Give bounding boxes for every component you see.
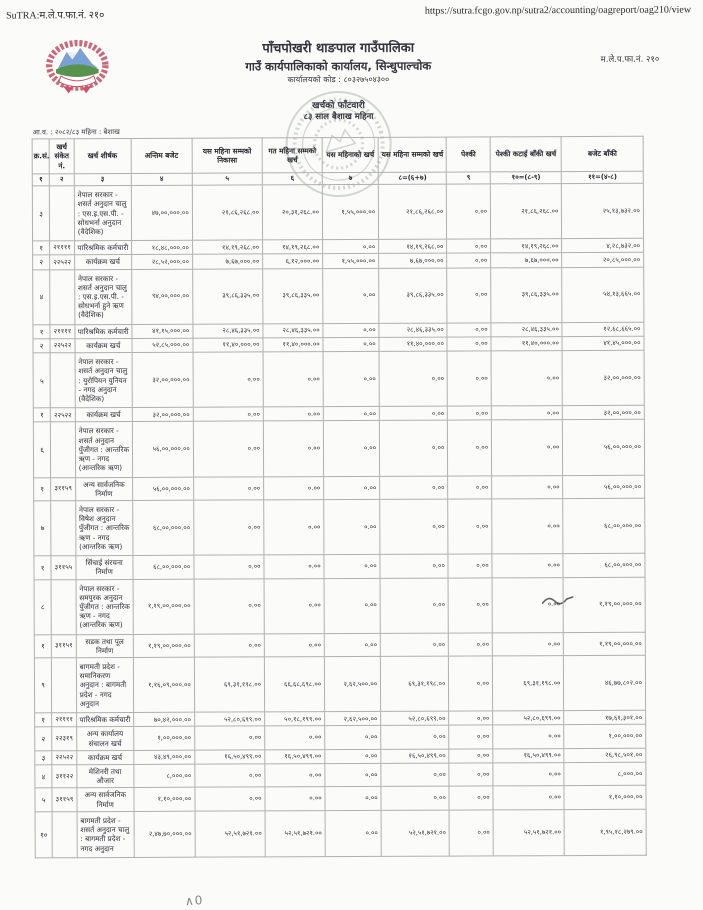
amount-cell: ०.०० bbox=[193, 476, 263, 500]
amount-cell: ३९,८६,३३५.०० bbox=[193, 268, 263, 323]
table-row bbox=[34, 475, 645, 501]
expense-code-cell: ३११५९ bbox=[51, 477, 76, 501]
amount-cell: ०.०० bbox=[323, 240, 379, 254]
amount-cell: ०.०० bbox=[380, 633, 448, 657]
amount-cell: ५६,००,०००.०० bbox=[563, 420, 645, 475]
amount-cell: ०.०० bbox=[325, 726, 381, 750]
amount-cell: १४,१९,२६८.०० bbox=[192, 240, 262, 255]
amount-cell: ०.०० bbox=[323, 268, 379, 323]
amount-cell: २,६२,५००.०० bbox=[325, 656, 381, 711]
header-row bbox=[32, 136, 643, 174]
serial-number-cell: ३ bbox=[35, 751, 52, 765]
column-header: यस महिनाको खर्च bbox=[322, 137, 378, 172]
column-header: यस महिना सम्मको खर्च bbox=[378, 137, 446, 172]
expense-title-cell: नेपाल सरकार - विषेश अनुदान पुँजीगत : आन्तरिक ऋण - नगद (आन्तरिक ऋण) bbox=[75, 500, 132, 555]
expense-title-cell: कार्यक्रम खर्च bbox=[75, 408, 132, 422]
serial-number-cell: १ bbox=[34, 556, 51, 580]
column-number: १०=(८-९) bbox=[490, 172, 561, 184]
amount-cell: ०.०० bbox=[492, 475, 563, 499]
table-row bbox=[34, 498, 645, 556]
expense-title-cell: नेपाल सरकार - समपुरक अनुदान पुँजीगत : आन्तरिक ऋण - नगद (आन्तरिक ऋण) bbox=[76, 579, 133, 634]
amount-cell: ०.०० bbox=[379, 406, 447, 421]
amount-cell: २८,४६,३३५.०० bbox=[263, 323, 323, 337]
amount-cell: ०.०० bbox=[491, 351, 563, 406]
amount-cell: ०.०० bbox=[379, 351, 447, 406]
expense-title-cell: नेपाल सरकार - शसर्त अनुदान चालु : युरोपियन युनियन - नगद अनुदान (वैदेशिक) bbox=[75, 353, 132, 408]
expense-code-cell bbox=[52, 812, 77, 858]
expense-code-cell: २२५२२ bbox=[50, 339, 74, 353]
expense-title-cell: कार्यक्रम खर्च bbox=[77, 750, 134, 764]
column-header: क्र.सं. bbox=[32, 139, 49, 174]
amount-cell: ०.०० bbox=[449, 786, 493, 810]
fiscal-year-line: आ.व. : २०८२/८३ महिना : बैशाख bbox=[32, 128, 120, 137]
amount-cell: १८,४८,०००.०० bbox=[131, 240, 192, 254]
amount-cell: ३२,००,०००.०० bbox=[132, 352, 193, 407]
office-name: गाउँ कार्यपालिकाको कार्यालय, सिन्धुपाल्चोक bbox=[245, 58, 432, 74]
expense-code-cell bbox=[50, 186, 75, 241]
expense-code-cell: ३११५५ bbox=[51, 556, 76, 580]
amount-cell: ०.०० bbox=[448, 499, 492, 554]
amount-cell: ८,०००.०० bbox=[134, 764, 195, 788]
amount-cell: ०.०० bbox=[448, 406, 492, 420]
amount-cell: ०.०० bbox=[323, 352, 379, 407]
amount-cell: ९४,००,०००.०० bbox=[131, 269, 192, 324]
column-header: बजेट बाँकी bbox=[562, 136, 644, 171]
expense-code-cell: २२५२२ bbox=[51, 408, 75, 422]
amount-cell: ०.०० bbox=[193, 421, 263, 476]
amount-cell: ३२,००,०००.०० bbox=[563, 405, 645, 420]
expense-code-cell: ३११५१ bbox=[52, 634, 77, 658]
expense-code-cell: २२३१९ bbox=[52, 727, 77, 751]
serial-number-cell: १० bbox=[35, 812, 52, 858]
amount-cell: १४,१९,२६८.०० bbox=[491, 239, 562, 254]
amount-cell: १७,६१,३०१.०० bbox=[564, 710, 646, 725]
amount-cell: ५२,८५,०००.०० bbox=[132, 338, 193, 352]
amount-cell: ७,६७,०००.०० bbox=[491, 253, 562, 268]
amount-cell: ०.०० bbox=[447, 323, 491, 337]
amount-cell: ०.०० bbox=[447, 267, 491, 322]
table-row bbox=[34, 577, 645, 635]
expense-code-cell: २२५२२ bbox=[52, 750, 76, 764]
amount-cell: ०.०० bbox=[449, 763, 493, 787]
serial-number-cell: १ bbox=[33, 408, 50, 422]
amount-cell: ०.०० bbox=[449, 810, 493, 856]
amount-cell: १,१९,००,०००.०० bbox=[564, 632, 646, 656]
amount-cell: ०.०० bbox=[325, 749, 381, 763]
serial-number-cell: ७ bbox=[34, 501, 52, 556]
amount-cell: ०.०० bbox=[194, 578, 264, 633]
expense-table-container bbox=[32, 136, 647, 858]
print-header-url: https://sutra.fcgo.gov.np/sutra2/accounting/oagreport/oag210/view bbox=[424, 4, 692, 17]
column-header: गत महिना सम्मको खर्च bbox=[262, 138, 322, 173]
amount-cell: ०.०० bbox=[381, 725, 449, 749]
amount-cell: ०.०० bbox=[449, 725, 493, 749]
amount-cell: ७,६७,०००.०० bbox=[192, 254, 262, 269]
amount-cell: ०.०० bbox=[380, 554, 448, 578]
expense-title-cell: पारिश्रमिक कर्मचारी bbox=[74, 241, 131, 255]
amount-cell: ०.०० bbox=[380, 421, 448, 476]
expense-code-cell: २११११ bbox=[52, 713, 76, 727]
amount-cell: २०,३१,२६८.०० bbox=[262, 185, 322, 240]
amount-cell: ०.०० bbox=[323, 323, 379, 337]
amount-cell: ०.०० bbox=[324, 499, 380, 554]
expense-code-cell: ३११५९ bbox=[52, 788, 77, 812]
amount-cell: १,९५,१८,२७९.०० bbox=[565, 809, 647, 855]
table-row bbox=[33, 267, 644, 325]
amount-cell: १,१९,००,०००.०० bbox=[563, 577, 645, 632]
serial-number-cell: २ bbox=[33, 339, 50, 353]
report-period: ८३ साल बैशाख महिना bbox=[303, 112, 374, 123]
column-number: ६ bbox=[262, 173, 322, 185]
amount-cell: ०.०० bbox=[194, 555, 264, 579]
amount-cell: ०.०० bbox=[447, 351, 491, 406]
table-row bbox=[34, 632, 645, 658]
table-row bbox=[32, 183, 643, 241]
expense-report-table bbox=[32, 136, 647, 858]
amount-cell: ६६,६८,६९८.०० bbox=[264, 657, 324, 712]
column-number: ४ bbox=[131, 173, 192, 185]
amount-cell: ०.०० bbox=[195, 787, 265, 811]
serial-number-cell: ५ bbox=[33, 353, 51, 408]
serial-number-cell: ९ bbox=[34, 658, 52, 713]
amount-cell: ०.०० bbox=[265, 726, 325, 750]
amount-cell: ४,२८,७३२.०० bbox=[562, 238, 644, 253]
amount-cell: ०.०० bbox=[263, 421, 323, 476]
amount-cell: ०.०० bbox=[493, 763, 564, 787]
amount-cell: २८,४६,३३५.०० bbox=[491, 322, 562, 337]
amount-cell: ०.०० bbox=[193, 352, 263, 407]
amount-cell: ०.०० bbox=[323, 407, 379, 421]
amount-cell: ०.०० bbox=[492, 554, 563, 578]
amount-cell: ०.०० bbox=[491, 406, 562, 421]
expense-title-cell: नेपाल सरकार - शसर्त अनुदान चालु : एस.इ.एस.पी. - सोधभर्ना अनुदान (वैदेशिक) bbox=[74, 186, 131, 241]
expense-title-cell: अन्य कार्यालय संचालन खर्च bbox=[76, 727, 133, 751]
table-row bbox=[33, 420, 644, 478]
amount-cell: ०.०० bbox=[449, 632, 493, 656]
amount-cell: १,५५,०००.०० bbox=[323, 254, 379, 268]
amount-cell: ०.०० bbox=[447, 184, 491, 239]
amount-cell: ६८,००,०००.०० bbox=[563, 553, 645, 577]
table-row bbox=[35, 786, 646, 812]
column-number: ७ bbox=[322, 172, 378, 184]
amount-cell: ०.०० bbox=[492, 499, 564, 554]
nepal-government-emblem-logo bbox=[43, 39, 111, 101]
serial-number-cell: ४ bbox=[35, 765, 52, 789]
expense-code-cell: २२५२२ bbox=[50, 255, 74, 269]
serial-number-cell: ५ bbox=[35, 788, 52, 812]
column-number: १ bbox=[32, 174, 49, 186]
amount-cell: १४,१९,२६८.०० bbox=[263, 240, 323, 254]
amount-cell: ३२,००,०००.०० bbox=[132, 407, 193, 421]
expense-title-cell: मेशिनरी तथा औजार bbox=[77, 764, 134, 788]
amount-cell: १,१०,०००.०० bbox=[564, 786, 646, 810]
serial-number-cell: १ bbox=[33, 325, 50, 339]
column-header: खर्च शीर्षक bbox=[74, 138, 131, 173]
table-row bbox=[35, 762, 646, 788]
amount-cell: ५२,८०,६९९.०० bbox=[194, 712, 264, 727]
amount-cell: ०.०० bbox=[381, 787, 449, 811]
amount-cell: ८,०००.०० bbox=[564, 762, 646, 786]
expense-code-cell bbox=[51, 501, 76, 556]
letterhead bbox=[118, 39, 558, 125]
expense-title-cell: कार्यक्रम खर्च bbox=[75, 338, 132, 352]
amount-cell: १,१६,०९,०००.०० bbox=[133, 657, 194, 712]
amount-cell: २०,८५,०००.०० bbox=[562, 253, 644, 268]
amount-cell: ५२,५१,७२१.०० bbox=[195, 811, 265, 857]
amount-cell: ०.०० bbox=[195, 726, 265, 750]
amount-cell: ०.०० bbox=[449, 656, 493, 711]
amount-cell: ०.०० bbox=[264, 500, 324, 555]
amount-cell: ११,४०,०००.०० bbox=[193, 338, 263, 353]
amount-cell: ०.०० bbox=[448, 577, 492, 632]
expense-title-cell: अन्य सार्वजनिक निर्माण bbox=[77, 788, 134, 812]
municipality-name: पाँचपोखरी थाङपाल गाउँपालिका bbox=[262, 40, 415, 57]
amount-cell: २६,९८,५०१.०० bbox=[564, 748, 646, 763]
serial-number-cell: ६ bbox=[33, 422, 51, 477]
amount-cell: १,१९,००,०००.०० bbox=[133, 579, 194, 634]
amount-cell: ५२,८०,६९९.०० bbox=[493, 711, 564, 726]
amount-cell: ११,४०,०००.०० bbox=[491, 337, 562, 352]
amount-cell: ३९,८६,३३५.०० bbox=[379, 268, 447, 323]
amount-cell: ०.०० bbox=[492, 632, 563, 656]
amount-cell: ३९,८६,३३५.०० bbox=[263, 268, 323, 323]
serial-number-cell: २ bbox=[35, 727, 52, 751]
amount-cell: ०.०० bbox=[448, 554, 492, 578]
expense-code-cell bbox=[51, 579, 76, 634]
amount-cell: ७,६७,०००.०० bbox=[379, 253, 447, 268]
expense-code-cell bbox=[51, 422, 76, 477]
serial-number-cell: १ bbox=[34, 477, 51, 501]
amount-cell: ०.०० bbox=[448, 420, 492, 475]
table-row bbox=[35, 809, 646, 858]
amount-cell: ५६,००,०००.०० bbox=[132, 422, 193, 477]
amount-cell: ६९,३१,१९८.०० bbox=[381, 656, 449, 711]
amount-cell: ०.०० bbox=[381, 763, 449, 787]
column-number: ११=(४-८) bbox=[562, 171, 644, 183]
amount-cell: ५२,५१,७२१.०० bbox=[493, 809, 564, 855]
expense-title-cell: बागमती प्रदेश - समानिकरण अनुदान : बागमती प्रदेश - नगद अनुदान bbox=[76, 658, 133, 713]
amount-cell: ०.०० bbox=[193, 407, 263, 422]
browser-print-header bbox=[6, 5, 691, 22]
column-header: खर्च संकेत नं. bbox=[49, 139, 74, 174]
table-row bbox=[35, 725, 646, 751]
print-header-left-label: SuTRA:म.ले.प.फा.नं. २१० bbox=[6, 10, 105, 22]
expense-title-cell: सिंचाई संरचना निर्माण bbox=[76, 556, 133, 580]
amount-cell: ०.०० bbox=[492, 420, 564, 475]
column-header: यस महिना सम्मको निकासा bbox=[192, 138, 262, 173]
column-number: ८=(६+७) bbox=[378, 172, 446, 184]
amount-cell: ०.०० bbox=[264, 476, 324, 500]
amount-cell: ०.०० bbox=[447, 239, 491, 253]
amount-cell: १,००,०००.०० bbox=[564, 725, 646, 749]
form-number: म.ले.प.फा.नं. २१० bbox=[600, 54, 660, 65]
amount-cell: ०.०० bbox=[447, 337, 491, 351]
amount-cell: ५६,००,०००.०० bbox=[563, 475, 645, 499]
amount-cell: ०.०० bbox=[265, 764, 325, 788]
amount-cell: १,१९,००,०००.०० bbox=[133, 634, 194, 658]
expense-title-cell: पारिश्रमिक कर्मचारी bbox=[75, 324, 132, 338]
amount-cell: ०.०० bbox=[324, 554, 380, 578]
amount-cell: ६९,३१,१९८.०० bbox=[194, 657, 264, 712]
serial-number-cell: १ bbox=[33, 241, 50, 255]
expense-title-cell: सडक तथा पूल निर्माण bbox=[76, 634, 133, 658]
amount-cell: ०.०० bbox=[380, 578, 448, 633]
amount-cell: २८,५२,०००.०० bbox=[131, 255, 192, 269]
serial-number-cell: १ bbox=[34, 634, 51, 658]
amount-cell: २१,८६,२६८.०० bbox=[192, 185, 262, 240]
amount-cell: ३२,००,०००.०० bbox=[563, 350, 645, 405]
serial-number-cell: ३ bbox=[32, 186, 50, 241]
amount-cell: ०.०० bbox=[325, 810, 381, 856]
amount-cell: ०.०० bbox=[264, 633, 324, 657]
amount-cell: ०.०० bbox=[324, 633, 380, 657]
amount-cell: ०.०० bbox=[493, 725, 564, 749]
column-header: पेश्की कटाई बाँकी खर्च bbox=[490, 137, 561, 172]
expense-title-cell: बागमती प्रदेश - शसर्त अनुदान चालु : बागमती प्रदेश - नगद अनुदान bbox=[77, 811, 134, 857]
expense-code-cell bbox=[50, 269, 75, 324]
amount-cell: १,१०,०००.०० bbox=[134, 788, 195, 812]
amount-cell: ०.०० bbox=[194, 633, 264, 657]
amount-cell: ०.०० bbox=[324, 578, 380, 633]
column-header: अन्तिम बजेट bbox=[131, 138, 192, 173]
amount-cell: ०.०० bbox=[449, 711, 493, 725]
amount-cell: १६,५०,४९९.०० bbox=[265, 749, 325, 763]
amount-cell: ५०,१८,१९९.०० bbox=[265, 712, 325, 726]
amount-cell: ६८,००,०००.०० bbox=[132, 500, 193, 555]
amount-cell: ३९,८६,३३५.०० bbox=[491, 267, 563, 322]
amount-cell: ०.०० bbox=[449, 749, 493, 763]
column-number: ९ bbox=[447, 172, 491, 184]
column-header: पेश्की bbox=[447, 137, 491, 172]
amount-cell: ४१,१५,०००.०० bbox=[132, 324, 193, 338]
amount-cell: ७०,४२,०००.०० bbox=[133, 712, 194, 726]
amount-cell: ५२,५१,७२१.०० bbox=[265, 811, 325, 857]
amount-cell: ०.०० bbox=[447, 253, 491, 267]
amount-cell: ४७,००,०००.०० bbox=[131, 185, 192, 240]
expense-code-cell: २११११ bbox=[50, 241, 74, 255]
amount-cell: १६,५०,४९९.०० bbox=[195, 750, 265, 765]
amount-cell: ६,१२,०००.०० bbox=[263, 254, 323, 268]
report-title: खर्चको फाँटवारी bbox=[312, 100, 365, 111]
amount-cell: २८,४६,३३५.०० bbox=[379, 323, 447, 338]
amount-cell: ०.०० bbox=[324, 421, 380, 476]
amount-cell: ०.०० bbox=[264, 555, 324, 579]
amount-cell: ४३,४९,०००.०० bbox=[134, 750, 195, 764]
expense-code-cell bbox=[50, 353, 75, 408]
amount-cell: २,४७,७०,०००.०० bbox=[134, 811, 195, 857]
amount-cell: ०.०० bbox=[492, 577, 564, 632]
amount-cell: १२,६८,६६५.०० bbox=[562, 322, 644, 337]
expense-title-cell: नेपाल सरकार - शसर्त अनुदान पुँजीगत : आन्तरिक ऋण - नगद (आन्तरिक ऋण) bbox=[75, 422, 132, 477]
expense-code-cell: २११११ bbox=[50, 324, 74, 338]
expense-title-cell: पारिश्रमिक कर्मचारी bbox=[76, 713, 133, 727]
serial-number-cell: २ bbox=[33, 255, 50, 269]
amount-cell: ०.०० bbox=[380, 499, 448, 554]
expense-title-cell: नेपाल सरकार - शसर्त अनुदान चालु : एस.इ.एस.पी. - सोधभर्ना हुने ऋण (वैदेशिक) bbox=[74, 269, 131, 324]
amount-cell: १६,५०,४९९.०० bbox=[381, 749, 449, 764]
amount-cell: २,६२,५००.०० bbox=[325, 712, 381, 726]
amount-cell: १६,५०,४९९.०० bbox=[493, 748, 564, 763]
amount-cell: ५२,५१,७२१.०० bbox=[381, 810, 449, 856]
amount-cell: ०.०० bbox=[448, 475, 492, 499]
column-number: ५ bbox=[192, 173, 262, 185]
amount-cell: २८,४६,३३५.०० bbox=[193, 324, 263, 339]
amount-cell: ०.०० bbox=[263, 352, 323, 407]
amount-cell: ०.०० bbox=[194, 500, 264, 555]
amount-cell: ५६,००,०००.०० bbox=[132, 477, 193, 501]
amount-cell: ०.०० bbox=[264, 578, 324, 633]
amount-cell: ०.०० bbox=[265, 787, 325, 811]
amount-cell: २१,८६,२६८.०० bbox=[378, 184, 446, 239]
amount-cell: ०.०० bbox=[323, 337, 379, 351]
expense-title-cell: अन्य सार्वजनिक निर्माण bbox=[75, 477, 132, 501]
amount-cell: ५२,८०,६९९.०० bbox=[381, 711, 449, 726]
table-row bbox=[33, 350, 644, 408]
serial-number-cell: ८ bbox=[34, 579, 52, 634]
amount-cell: ५४,१३,६६५.०० bbox=[562, 267, 644, 322]
amount-cell: ६८,००,०००.०० bbox=[133, 555, 194, 579]
amount-cell: ६९,३१,१९८.०० bbox=[493, 656, 565, 711]
expense-title-cell: कार्यक्रम खर्च bbox=[74, 255, 131, 269]
amount-cell: ६८,००,०००.०० bbox=[563, 498, 645, 553]
amount-cell: ११,४०,०००.०० bbox=[379, 337, 447, 352]
amount-cell: १,५५,०००.०० bbox=[322, 184, 378, 239]
amount-cell: ०.०० bbox=[493, 786, 564, 810]
office-code: कार्यालयको कोड : ८०३२७५०४३०० bbox=[287, 74, 390, 84]
amount-cell: ०.०० bbox=[195, 764, 265, 788]
column-number: २ bbox=[50, 174, 74, 186]
column-number: ३ bbox=[74, 174, 131, 186]
pencil-mark: ∧0 bbox=[184, 893, 204, 909]
amount-cell: ४६,७७,८०२.०० bbox=[564, 655, 646, 710]
amount-cell: ४१,४५,०००.०० bbox=[562, 336, 644, 351]
amount-cell: १,००,०००.०० bbox=[133, 727, 194, 751]
table-row bbox=[34, 553, 645, 579]
serial-number-cell: ४ bbox=[33, 269, 51, 324]
amount-cell: २१,८६,२६८.०० bbox=[490, 184, 562, 239]
amount-cell: ०.०० bbox=[380, 476, 448, 500]
amount-cell: १४,१९,२६८.०० bbox=[379, 239, 447, 254]
amount-cell: ०.०० bbox=[325, 763, 381, 787]
expense-code-cell bbox=[52, 658, 77, 713]
serial-number-cell: १ bbox=[35, 713, 52, 727]
amount-cell: ०.०० bbox=[325, 787, 381, 811]
amount-cell: २५,१३,७३२.०० bbox=[562, 183, 644, 238]
table-row bbox=[34, 655, 645, 713]
amount-cell: ०.०० bbox=[263, 407, 323, 421]
amount-cell: ०.०० bbox=[324, 476, 380, 500]
expense-code-cell: ३११२२ bbox=[52, 765, 77, 789]
amount-cell: ११,४०,०००.०० bbox=[263, 338, 323, 352]
